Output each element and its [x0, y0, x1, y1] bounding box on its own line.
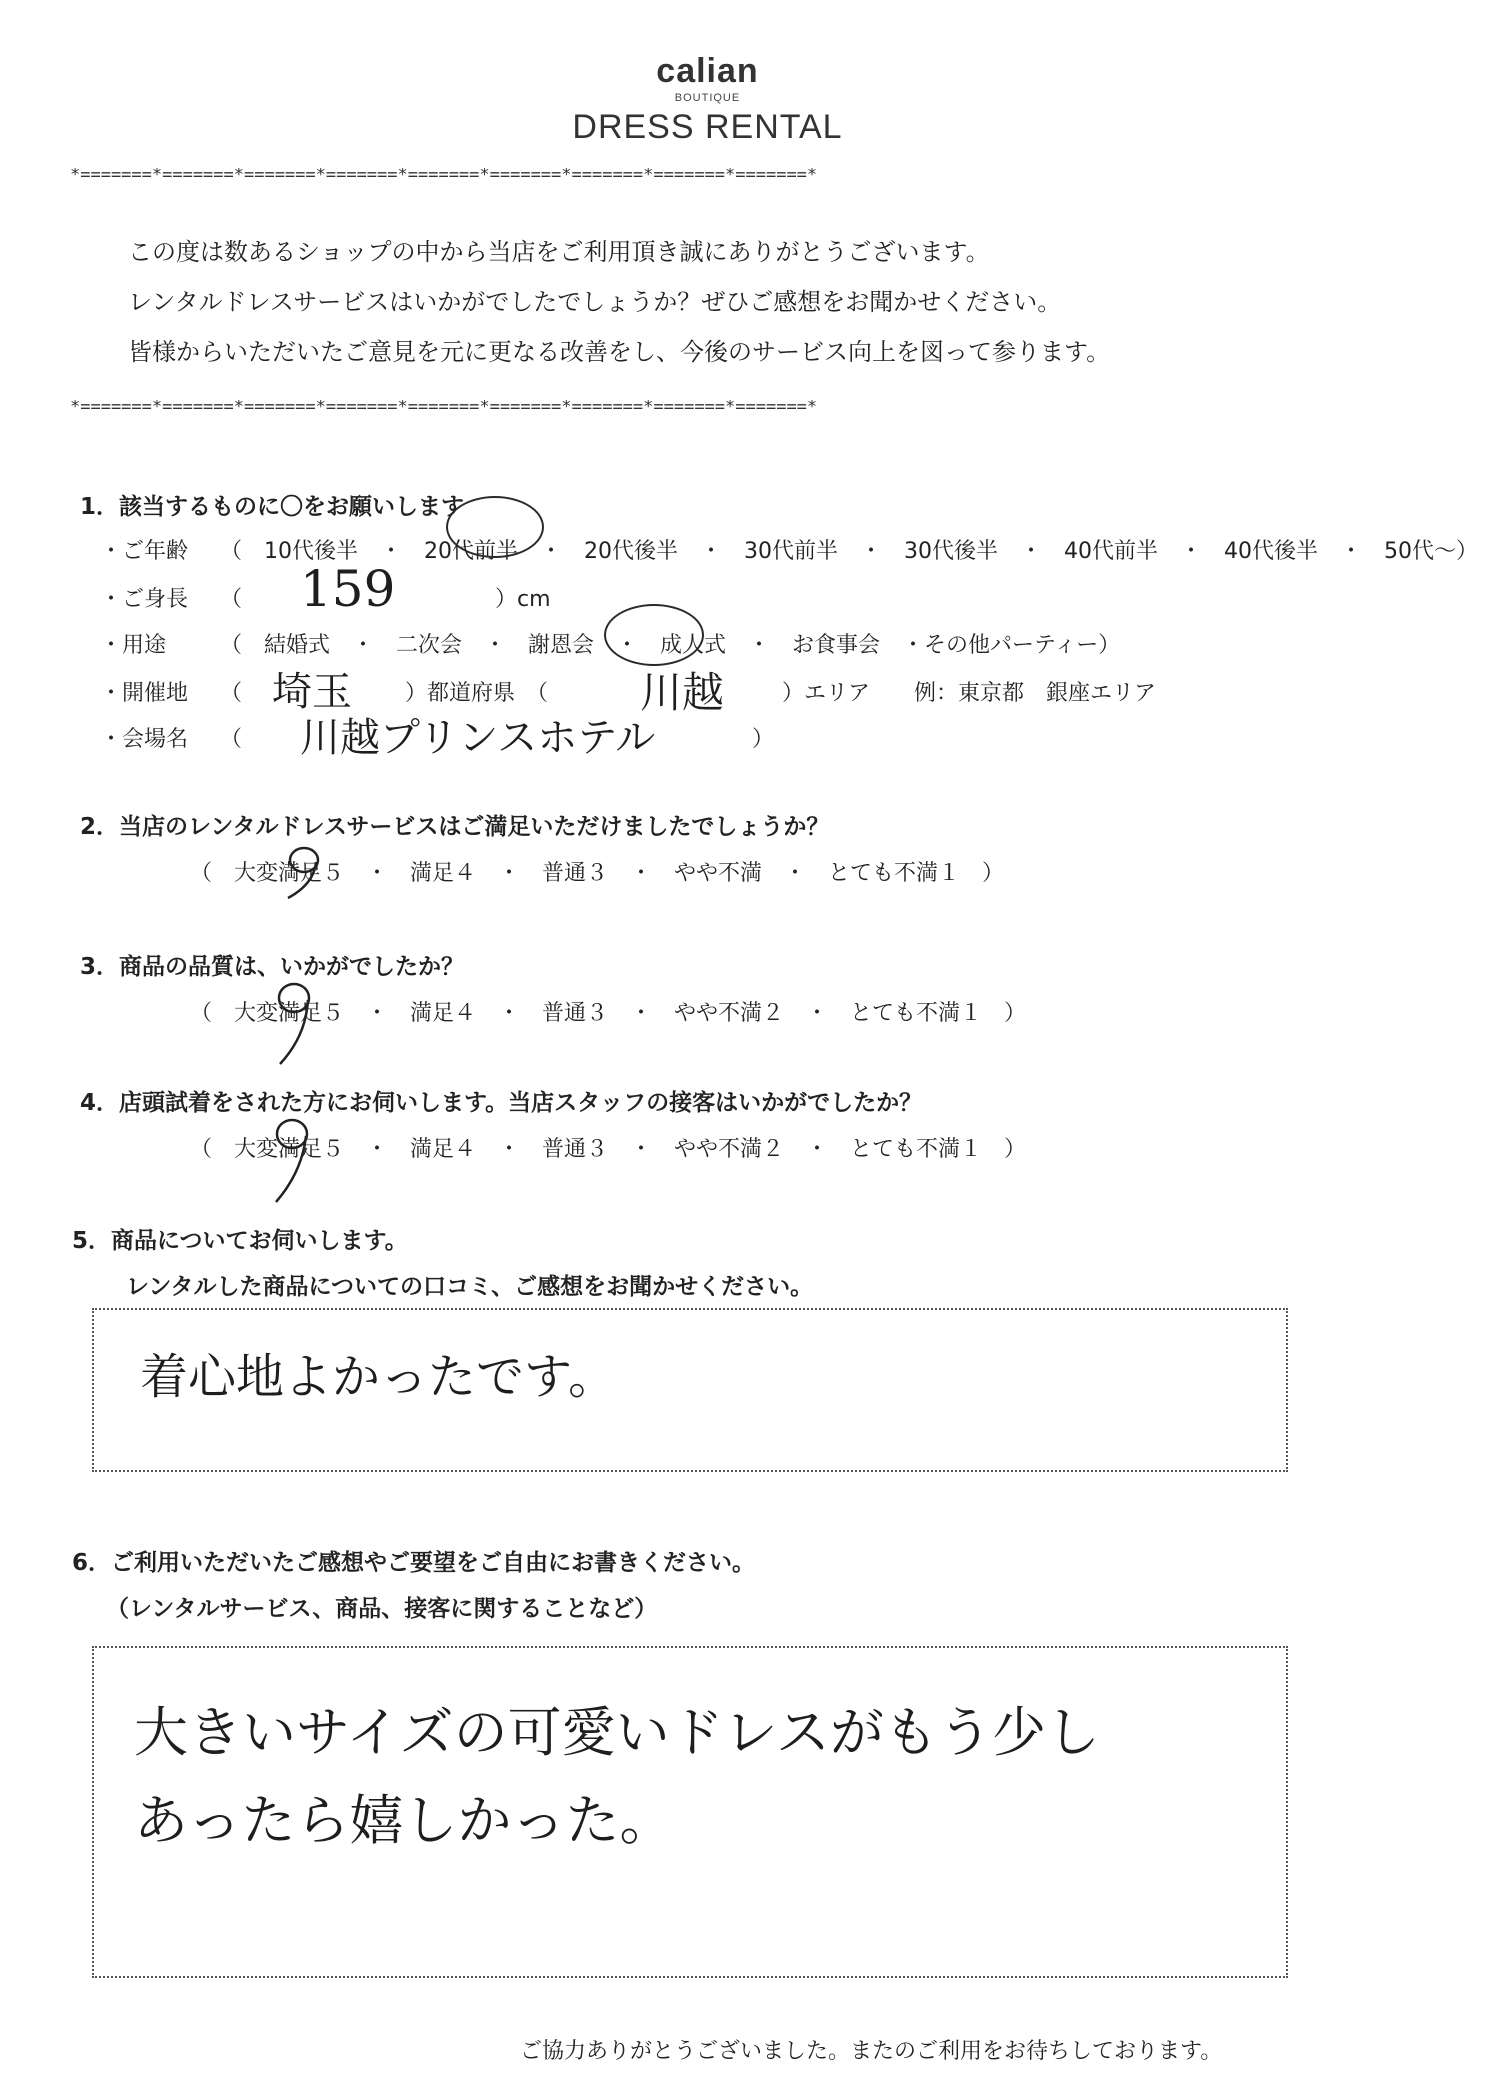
hall-open-paren: （ [220, 727, 243, 752]
hall-label: ・会場名 [100, 727, 189, 752]
purpose-options: （ 結婚式 ・ 二次会 ・ 謝恩会 ・ 成人式 ・ お食事会 ・その他パーティー） [220, 633, 1121, 658]
venue-area: 川越 [640, 668, 725, 717]
q6-answer-line-1: 大きいサイズの可愛いドレスがもう少し [134, 1701, 1101, 1764]
venue-open-paren: （ [220, 681, 243, 706]
q3-selection-mark [270, 972, 330, 1072]
q4-selection-mark [268, 1110, 328, 1210]
hall-close-paren: ） [752, 727, 775, 752]
q2-options: （ 大変満足５ ・ 満足４ ・ 普通３ ・ やや不満 ・ とても不満１ ） [190, 861, 1005, 886]
purpose-label: ・用途 [100, 633, 167, 658]
q6-heading: 6．ご利用いただいたご感想やご要望をご自由にお書きください。 [72, 1550, 756, 1576]
venue-mid-text: ）都道府県 （ [405, 681, 549, 706]
height-value: 159 [300, 560, 396, 618]
age-selection-circle [446, 496, 544, 558]
q5-subheading: レンタルした商品についての口コミ、ご感想をお聞かせください。 [126, 1274, 814, 1300]
height-open-paren: （ [220, 587, 243, 612]
q3-options: （ 大変満足５ ・ 満足４ ・ 普通３ ・ やや不満２ ・ とても不満１ ） [190, 1001, 1027, 1026]
divider-bottom: *=======*=======*=======*=======*=======*=======*=======*=======*=======* [70, 400, 818, 414]
q5-answer-text: 着心地よかったです。 [140, 1349, 617, 1405]
logo-brand: calian [656, 52, 759, 90]
q1-height-row [100, 582, 242, 613]
venue-end-text: ）エリア 例：東京都 銀座エリア [782, 681, 1157, 706]
q1-hall-row [100, 722, 242, 753]
closing-message: ご協力ありがとうございました。またのご利用をお待ちしております。 [520, 2039, 1223, 2064]
q4-options: （ 大変満足５ ・ 満足４ ・ 普通３ ・ やや不満２ ・ とても不満１ ） [190, 1137, 1027, 1162]
q6-answer-box [92, 1646, 1288, 1978]
hall-value: 川越プリンスホテル [300, 715, 656, 761]
q1-heading: 1．該当するものに〇をお願いします [80, 494, 465, 520]
height-unit: ）cm [495, 587, 551, 612]
venue-label: ・開催地 [100, 681, 189, 706]
venue-prefecture: 埼玉 [272, 669, 352, 715]
intro-line-1: この度は数あるショップの中から当店をご利用頂き誠にありがとうございます。 [128, 238, 990, 266]
q6-subheading: （レンタルサービス、商品、接客に関することなど） [106, 1596, 658, 1622]
q5-answer-box [92, 1308, 1288, 1472]
logo-title: DRESS RENTAL [572, 108, 843, 146]
q5-heading: 5．商品についてお伺いします。 [72, 1228, 408, 1254]
q2-heading: 2．当店のレンタルドレスサービスはご満足いただけましたでしょうか？ [80, 814, 830, 840]
q6-answer-line-2: あったら嬉しかった。 [134, 1789, 674, 1852]
height-label: ・ご身長 [100, 587, 189, 612]
q3-heading: 3．商品の品質は、いかがでしたか？ [80, 954, 465, 980]
purpose-selection-circle [604, 604, 704, 666]
age-options: （ 10代後半 ・ 20代前半 ・ 20代後半 ・ 30代前半 ・ 30代後半 ・ 40代前半 ・ 40代後半 ・ 50代～） [220, 539, 1478, 564]
intro-line-3: 皆様からいただいたご意見を元に更なる改善をし、今後のサービス向上を図って参ります。 [128, 338, 1111, 366]
divider-top: *=======*=======*=======*=======*=======*=======*=======*=======*=======* [70, 168, 818, 182]
intro-line-2: レンタルドレスサービスはいかがでしたでしょうか？ぜひご感想をお聞かせください。 [128, 288, 1062, 316]
q2-selection-mark [280, 838, 340, 908]
q4-heading: 4．店頭試着をされた方にお伺いします。当店スタッフの接客はいかがでしたか？ [80, 1090, 923, 1116]
logo-subtitle: BOUTIQUE [674, 92, 741, 104]
q1-venue-row [100, 676, 242, 707]
age-label: ・ご年齢 [100, 539, 189, 564]
